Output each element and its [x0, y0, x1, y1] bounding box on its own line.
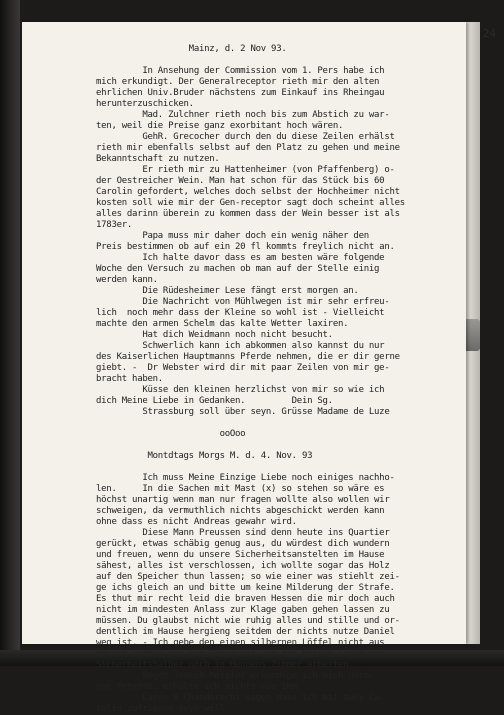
letter-text	[96, 44, 456, 715]
text-line: meinem Zimmer und den Schneider von den Hessen lasse ich	[96, 649, 385, 659]
text-line: ohne dass es nicht Andreas gewahr wird.	[96, 517, 297, 527]
text-line: Die Rüdesheimer Lese fängt erst morgen an.	[96, 286, 359, 296]
text-line	[96, 418, 456, 429]
text-line: herunterzuschicken.	[96, 99, 194, 109]
text-line: ge ichs gleich an und bitte um keine Milderung der Strafe.	[96, 583, 395, 593]
text-line: Sicherheitshalber noch in Hennens Zimmer arbeiten.	[96, 660, 354, 670]
text-line: Carolin gefordert, welches doch selbst der Hochheimer nicht	[96, 187, 400, 197]
text-line: höchst unartig wenn man nur fragen wollte also wollen wir	[96, 495, 390, 505]
text-line: nicht im mindesten Anlass zur Klage gaben gehen lassen zu	[96, 605, 390, 615]
text-line: GehR. Grecocher durch den du diese Zeilen erhälst	[96, 132, 395, 142]
text-line: schweigen, da vermuthlich nichts abgeschickt werden kann	[96, 506, 385, 516]
text-line: machte den armen Schelm das kalte Wetter laxiren.	[96, 319, 349, 329]
text-line	[96, 462, 456, 473]
text-line: Strassburg soll über seyn. Grüsse Madame de Luze	[96, 407, 390, 417]
text-line: weg ist. - Ich gebe den einen silbernen Löffel nicht aus	[96, 638, 385, 648]
text-line: Er rieth mir zu Hattenheimer (von Pfaffenberg) o-	[96, 165, 395, 175]
text-line: bracht haben.	[96, 374, 163, 384]
text-line	[96, 55, 456, 66]
text-line: Ich halte davor dass es am besten wäre folgende	[96, 253, 385, 263]
text-line: ehrlichen Univ.Bruder nächstens zum Einkauf ins Rheingau	[96, 88, 385, 98]
text-line: ooOoo	[96, 429, 246, 439]
text-line: Mainz, d. 2 Nov 93.	[96, 44, 287, 54]
page-number: 24	[482, 27, 496, 40]
text-line: rolin zufrieden seyn will.	[96, 704, 230, 714]
text-line: mich erkundigt. Der Generalreceptor rieth mir den alten	[96, 77, 380, 87]
text-line: kosten soll wie mir der Gen-receptor sagt doch scheint alles	[96, 198, 405, 208]
text-line: dentlich im Hause hergieng seitdem der nichts nutze Daniel	[96, 627, 395, 637]
text-line: müssen. Du glaubst nicht wie ruhig alles und stille und or-	[96, 616, 400, 626]
text-line: lich noch mehr dass der Kleine so wohl ist - Vielleicht	[96, 308, 385, 318]
text-line: Schwerlich kann ich abkommen also kannst du nur	[96, 341, 385, 351]
text-line: Wegen Joseph Metzler erkundige ich mich noch-	[96, 671, 375, 681]
text-line: zur Petersb. erhalte ich nichts von ihm.	[96, 682, 302, 692]
text-line: Diese Mann Preussen sind denn heute ins Quartier	[96, 528, 390, 538]
text-line: Woche den Versuch zu machen ob man auf der Stelle einig	[96, 264, 380, 274]
text-line: Hat dich Weidmann noch nicht besucht.	[96, 330, 333, 340]
text-line: Bekanntschaft zu nutzen.	[96, 154, 220, 164]
text-line: alles darinn überein zu kommen dass der Wein besser ist als	[96, 209, 400, 219]
text-line: Die Nachricht von Mühlwegen ist mir sehr erfreu-	[96, 297, 390, 307]
text-line: Ich muss Meine Einzige Liebe noch einiges nachho-	[96, 473, 395, 483]
text-line: Lasse H Chandorecht sagen dass ich mit zwey Ca-	[96, 693, 385, 703]
text-line: werden kann.	[96, 275, 158, 285]
text-line: gerückt, etwas schäbig genug aus, du würdest dich wundern	[96, 539, 390, 549]
text-line: sähest, alles ist verschlossen, ich wollte sogar das Holz	[96, 561, 390, 571]
text-line: der Oestreicher Wein. Man hat schon für das Stück bis 60	[96, 176, 385, 186]
text-line	[96, 440, 456, 451]
text-line: Mad. Zulchner rieth noch bis zum Abstich zu war-	[96, 110, 390, 120]
text-line: Papa muss mir daher doch ein wenig näher den	[96, 231, 369, 241]
text-line: auf den Speicher thun lassen; so wie einer was stiehlt zei-	[96, 572, 400, 582]
text-line: Preis bestimmen ob auf ein 20 fl kommts freylich nicht an.	[96, 242, 395, 252]
text-line: rieth mir ebenfalls selbst auf den Platz zu gehen und meine	[96, 143, 400, 153]
text-line: dich Meine Liebe in Gedanken. Dein Sg.	[96, 396, 333, 406]
text-line: Es thut mir recht leid die braven Hessen die mir doch auch	[96, 594, 395, 604]
text-line: Küsse den kleinen herzlichst von mir so wie ich	[96, 385, 385, 395]
text-line: des Kaiserlichen Hauptmanns Pferde nehmen, die er dir gerne	[96, 352, 400, 362]
text-line: ten, weil die Preise ganz exorbitant hoch wären.	[96, 121, 344, 131]
text-line: In Ansehung der Commission vom 1. Pers habe ich	[96, 66, 385, 76]
text-line: 1783er.	[96, 220, 133, 230]
text-line: Montdtags Morgs M. d. 4. Nov. 93	[96, 451, 313, 461]
text-line: und freuen, wenn du unsere Sicherheitsanstelten im Hause	[96, 550, 385, 560]
text-line: len. In die Sachen mit Mast (x) so stehen so wäre es	[96, 484, 385, 494]
binder-left	[0, 0, 20, 666]
text-line: giebt. - Dr Webster wird dir mit paar Zeilen von mir ge-	[96, 363, 390, 373]
